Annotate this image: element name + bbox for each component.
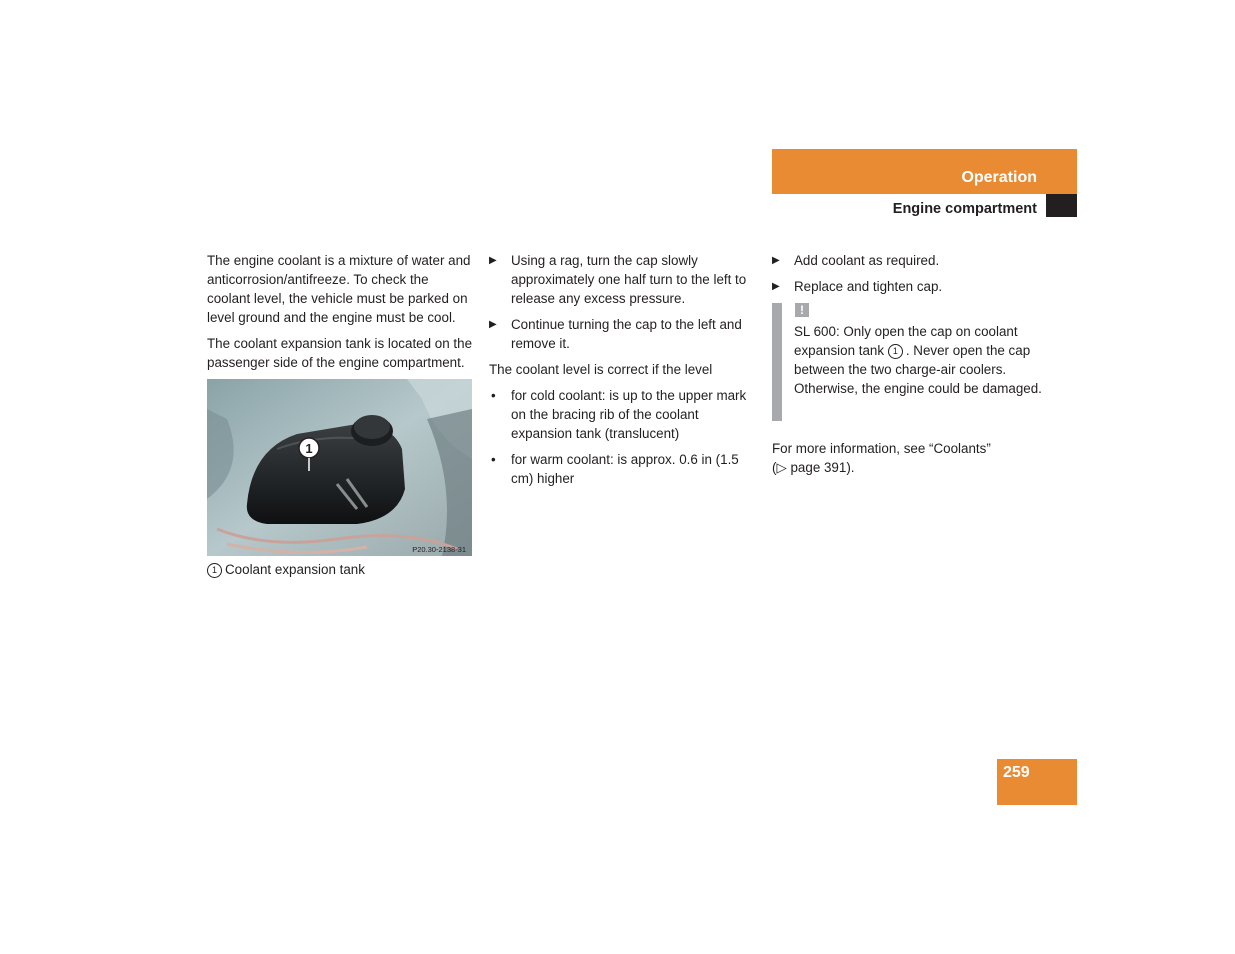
caption-text: Coolant expansion tank [225, 562, 365, 577]
step-arrow-icon: ▶ [772, 255, 780, 266]
page-number: 259 [1003, 764, 1030, 781]
caution-notice [772, 303, 1047, 421]
more-info-text: For more information, see “Coolants” [772, 441, 991, 456]
step-item [772, 277, 1047, 296]
notice-ref-badge: 1 [888, 344, 903, 359]
step-arrow-icon: ▶ [772, 281, 780, 292]
column-2 [489, 251, 757, 495]
step-text: Replace and tighten cap. [794, 279, 943, 294]
notice-text-after: . Never open the cap between the two charge-air coolers. Otherwise, the engine could be damaged. [794, 343, 1042, 396]
more-info [772, 439, 1047, 477]
figure-caption [207, 560, 473, 579]
intro-paragraph: The engine coolant is a mixture of water and anticorrosion/antifreeze. To check the coolant level, the vehicle must be parked on level ground and the engine must be cool. [207, 253, 471, 325]
location-paragraph: The coolant expansion tank is located on the passenger side of the engine compartment. [207, 336, 473, 370]
callout-number: 1 [305, 441, 313, 456]
bullet-dot-icon: • [491, 388, 496, 403]
step-text: Add coolant as required. [794, 253, 940, 268]
step-text: Continue turning the cap to the left and remove it. [511, 317, 742, 351]
step-item [772, 251, 1047, 270]
header-black-tab [1046, 194, 1077, 217]
exclamation-icon: ! [795, 303, 809, 317]
column-1 [207, 251, 473, 579]
caption-number-badge: 1 [207, 563, 222, 578]
list-item-text: for cold coolant: is up to the upper mark on the bracing rib of the coolant expansion tank (translucent) [511, 388, 747, 441]
column-3 [772, 251, 1047, 477]
notice-text [794, 322, 1047, 398]
step-item [489, 251, 757, 308]
bullet-dot-icon: • [491, 452, 496, 467]
step-item [489, 315, 757, 353]
notice-text-before: SL 600: Only open the cap on coolant expansion tank [794, 324, 1018, 358]
list-item-text: for warm coolant: is approx. 0.6 in (1.5 cm) higher [511, 452, 739, 486]
list-item [489, 386, 757, 443]
list-item [489, 450, 757, 488]
step-arrow-icon: ▶ [489, 255, 497, 266]
subsection-title: Engine compartment [892, 201, 1037, 217]
notice-bar [772, 303, 782, 421]
coolant-tank-photo [207, 379, 472, 556]
page-reference-link[interactable]: (▷ page 391). [772, 460, 855, 475]
figure-code: P20.30-2138-31 [412, 545, 466, 554]
step-text: Using a rag, turn the cap slowly approximately one half turn to the left to release any excess pressure. [511, 253, 747, 306]
step-arrow-icon: ▶ [489, 319, 497, 330]
section-title: Operation [961, 169, 1037, 186]
level-intro: The coolant level is correct if the level [489, 362, 713, 377]
